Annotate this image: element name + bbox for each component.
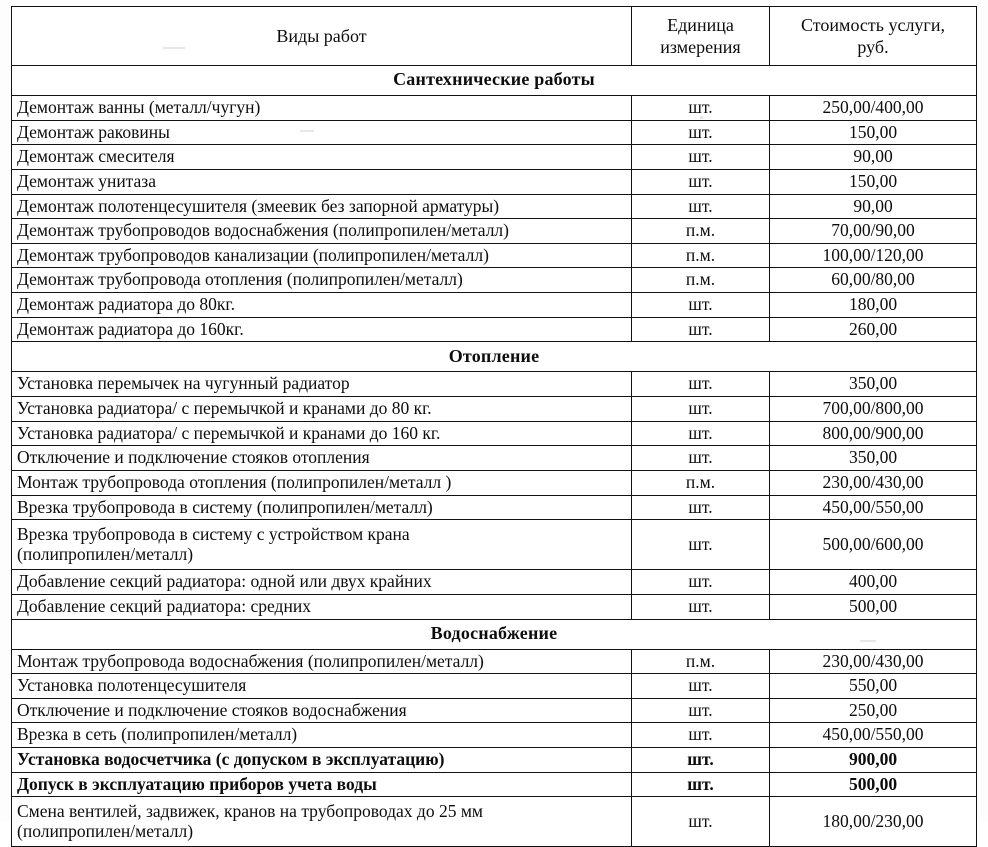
- unit-cell: п.м.: [632, 649, 770, 674]
- price-cell: 250,00: [770, 698, 977, 723]
- work-name-cell: [12, 520, 632, 570]
- work-name-line1: Демонтаж трубопроводов канализации (полипропилен/металл): [17, 244, 489, 265]
- column-header-name-label: Виды работ: [276, 25, 367, 46]
- work-name-cell: [12, 421, 632, 446]
- price-cell: 90,00: [770, 194, 977, 219]
- column-header-unit: [632, 7, 770, 66]
- price-cell: 180,00: [770, 293, 977, 318]
- column-header-name: [12, 7, 632, 66]
- work-name-line1: Установка полотенцесушителя: [17, 675, 247, 696]
- table-row: [12, 797, 977, 847]
- table-row: [12, 570, 977, 595]
- table-row: [12, 723, 977, 748]
- work-name-line1: Монтаж трубопровода отопления (полипропилен/металл ): [17, 471, 452, 492]
- unit-cell: шт.: [632, 96, 770, 121]
- work-name-line1: Отключение и подключение стояков отопления: [17, 447, 370, 468]
- price-cell: 60,00/80,00: [770, 268, 977, 293]
- work-name-cell: [12, 268, 632, 293]
- table-row: [12, 120, 977, 145]
- table-row: [12, 470, 977, 495]
- price-cell: 500,00/600,00: [770, 520, 977, 570]
- table-row: [12, 446, 977, 471]
- price-cell: 500,00: [770, 772, 977, 797]
- table-row: [12, 219, 977, 244]
- section-header-row: [12, 66, 977, 96]
- work-name-line1: Врезка в сеть (полипропилен/металл): [17, 724, 298, 745]
- work-name-line1: Добавление секций радиатора: одной или двух крайних: [17, 571, 432, 592]
- price-cell: 350,00: [770, 446, 977, 471]
- unit-cell: шт.: [632, 748, 770, 773]
- table-row: [12, 169, 977, 194]
- unit-cell: п.м.: [632, 470, 770, 495]
- work-name-line1: Демонтаж раковины: [17, 121, 170, 142]
- work-name-line1: Отключение и подключение стояков водоснабжения: [17, 699, 407, 720]
- table-row: [12, 145, 977, 170]
- work-name-line1: Демонтаж трубопровода отопления (полипропилен/металл): [17, 269, 463, 290]
- work-name-cell: [12, 372, 632, 397]
- work-name-cell: [12, 772, 632, 797]
- work-name-line1: Врезка трубопровода в систему с устройством крана: [17, 523, 410, 544]
- table-body: [12, 66, 977, 847]
- work-name-line1: Допуск в эксплуатацию приборов учета воды: [17, 773, 377, 794]
- price-cell: 150,00: [770, 169, 977, 194]
- work-name-cell: [12, 674, 632, 699]
- work-name-cell: [12, 698, 632, 723]
- table-row: [12, 495, 977, 520]
- work-name-cell: [12, 293, 632, 318]
- unit-cell: шт.: [632, 120, 770, 145]
- table-row: [12, 772, 977, 797]
- work-name-cell: [12, 145, 632, 170]
- work-name-line1: Установка радиатора/ с перемычкой и кранами до 160 кг.: [17, 422, 441, 443]
- price-cell: 260,00: [770, 317, 977, 342]
- work-name-cell: [12, 649, 632, 674]
- price-cell: 450,00/550,00: [770, 723, 977, 748]
- unit-cell: п.м.: [632, 268, 770, 293]
- work-name-cell: [12, 120, 632, 145]
- price-cell: 230,00/430,00: [770, 649, 977, 674]
- price-cell: 900,00: [770, 748, 977, 773]
- price-cell: 350,00: [770, 372, 977, 397]
- table-row: [12, 372, 977, 397]
- work-name-line1: Добавление секций радиатора: средних: [17, 595, 311, 616]
- price-cell: 700,00/800,00: [770, 397, 977, 422]
- unit-cell: шт.: [632, 397, 770, 422]
- price-cell: 250,00/400,00: [770, 96, 977, 121]
- unit-cell: шт.: [632, 317, 770, 342]
- work-name-cell: [12, 797, 632, 847]
- column-header-price-line2: руб.: [857, 37, 889, 57]
- table-row: [12, 268, 977, 293]
- unit-cell: шт.: [632, 698, 770, 723]
- column-header-unit-line2: измерения: [660, 37, 741, 57]
- column-header-unit-line1: Единица: [667, 14, 734, 35]
- unit-cell: шт.: [632, 169, 770, 194]
- work-name-line1: Монтаж трубопровода водоснабжения (полипропилен/металл): [17, 650, 484, 671]
- unit-cell: шт.: [632, 293, 770, 318]
- work-name-line1: Демонтаж унитаза: [17, 170, 156, 191]
- table-row: [12, 748, 977, 773]
- price-cell: 450,00/550,00: [770, 495, 977, 520]
- work-name-line1: Демонтаж смесителя: [17, 146, 175, 167]
- work-name-cell: [12, 243, 632, 268]
- unit-cell: шт.: [632, 145, 770, 170]
- work-name-line2: (полипропилен/металл): [17, 821, 194, 842]
- table-row: [12, 194, 977, 219]
- work-name-cell: [12, 317, 632, 342]
- price-cell: 150,00: [770, 120, 977, 145]
- table-row: [12, 698, 977, 723]
- unit-cell: шт.: [632, 194, 770, 219]
- work-name-cell: [12, 169, 632, 194]
- section-header-row: [12, 619, 977, 649]
- table-row: [12, 594, 977, 619]
- price-cell: 800,00/900,00: [770, 421, 977, 446]
- table-row: [12, 674, 977, 699]
- price-cell: 70,00/90,00: [770, 219, 977, 244]
- column-header-price-line1: Стоимость услуги,: [801, 14, 945, 35]
- table-row: [12, 243, 977, 268]
- unit-cell: шт.: [632, 594, 770, 619]
- unit-cell: шт.: [632, 772, 770, 797]
- table-row: [12, 520, 977, 570]
- work-name-cell: [12, 219, 632, 244]
- unit-cell: шт.: [632, 495, 770, 520]
- table-row: [12, 649, 977, 674]
- unit-cell: п.м.: [632, 219, 770, 244]
- table-row: [12, 317, 977, 342]
- work-name-cell: [12, 723, 632, 748]
- work-name-line2: (полипропилен/металл): [17, 544, 194, 565]
- work-name-cell: [12, 748, 632, 773]
- work-name-line1: Установка перемычек на чугунный радиатор: [17, 373, 350, 394]
- unit-cell: шт.: [632, 674, 770, 699]
- work-name-cell: [12, 397, 632, 422]
- section-title: Отопление: [12, 342, 977, 372]
- work-name-line1: Демонтаж полотенцесушителя (змеевик без запорной арматуры): [17, 195, 500, 216]
- work-name-line1: Врезка трубопровода в систему (полипропилен/металл): [17, 496, 433, 517]
- work-name-cell: [12, 446, 632, 471]
- unit-cell: шт.: [632, 446, 770, 471]
- table-row: [12, 96, 977, 121]
- table-row: [12, 421, 977, 446]
- work-name-line1: Демонтаж ванны (металл/чугун): [17, 97, 261, 117]
- table-row: [12, 293, 977, 318]
- work-name-line1: Установка водосчетчика (с допуском в эксплуатацию): [17, 749, 445, 770]
- unit-cell: п.м.: [632, 243, 770, 268]
- work-name-cell: [12, 570, 632, 595]
- unit-cell: шт.: [632, 723, 770, 748]
- work-name-line1: Демонтаж радиатора до 160кг.: [17, 318, 244, 339]
- price-cell: 500,00: [770, 594, 977, 619]
- price-cell: 550,00: [770, 674, 977, 699]
- price-cell: 180,00/230,00: [770, 797, 977, 847]
- column-header-price: [770, 7, 977, 66]
- unit-cell: шт.: [632, 421, 770, 446]
- price-cell: 90,00: [770, 145, 977, 170]
- table-head: [12, 7, 977, 66]
- work-name-cell: [12, 96, 632, 121]
- price-list-table: [11, 6, 977, 847]
- work-name-cell: [12, 594, 632, 619]
- unit-cell: шт.: [632, 570, 770, 595]
- unit-cell: шт.: [632, 520, 770, 570]
- work-name-cell: [12, 495, 632, 520]
- unit-cell: шт.: [632, 797, 770, 847]
- unit-cell: шт.: [632, 372, 770, 397]
- price-cell: 230,00/430,00: [770, 470, 977, 495]
- work-name-line1: Установка радиатора/ с перемычкой и кранами до 80 кг.: [17, 398, 432, 419]
- price-cell: 100,00/120,00: [770, 243, 977, 268]
- section-title: Водоснабжение: [12, 619, 977, 649]
- section-header-row: [12, 342, 977, 372]
- table-header-row: [12, 7, 977, 66]
- work-name-cell: [12, 194, 632, 219]
- price-cell: 400,00: [770, 570, 977, 595]
- table-row: [12, 397, 977, 422]
- work-name-line1: Демонтаж радиатора до 80кг.: [17, 294, 235, 315]
- work-name-cell: [12, 470, 632, 495]
- work-name-line1: Смена вентилей, задвижек, кранов на трубопроводах до 25 мм: [17, 800, 483, 821]
- section-title: Сантехнические работы: [12, 66, 977, 96]
- work-name-line1: Демонтаж трубопроводов водоснабжения (полипропилен/металл): [17, 220, 509, 241]
